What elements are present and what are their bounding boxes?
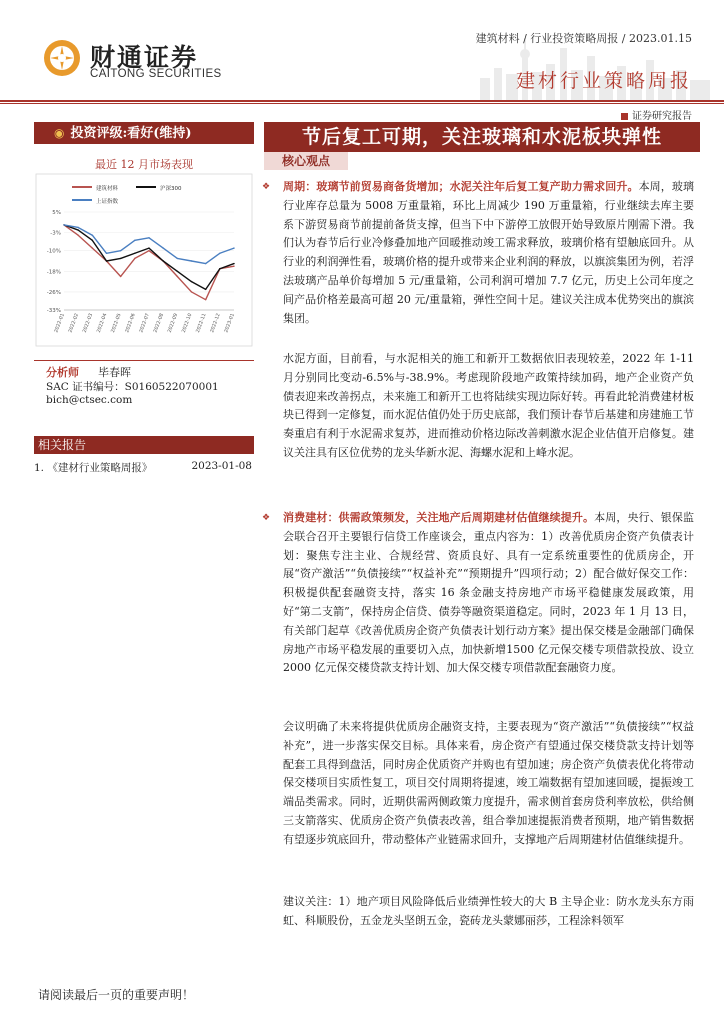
related-reports-title: 相关报告 [34,436,254,454]
series-point [134,258,135,259]
series-point [77,229,78,230]
paragraph-cycle [283,178,694,328]
series-point [219,268,220,269]
x-tick-label: 2022-08 [153,312,166,334]
series-point [63,224,64,225]
headline: 节后复工可期，关注玻璃和水泥板块弹性 [301,126,662,148]
x-tick-label: 2022-12 [210,312,222,334]
analyst-sac-number: SAC 证书编号：S0160522070001 [46,381,219,393]
diamond-bullet-icon: ❖ [262,182,271,192]
related-report-item[interactable] [34,460,252,475]
series-point [233,265,234,266]
header-divider [0,100,724,102]
series-point [92,235,93,236]
series-point [134,253,135,254]
analyst-label: 分析师 [46,366,79,379]
analyst-email[interactable]: bich@ctsec.com [46,394,133,406]
diamond-bullet-icon: ❖ [262,513,271,523]
paragraph-body: 水泥方面，目前看，与水泥相关的施工和新开工数据依旧表现较差，2022 年 1-11 月分别同比变动-6.5%与-38.9%。考虑现阶段地产政策持续加码，地产企业资产负债表迎来改善拐点，未来施工和新开工也将陆续实现边际好转。再看此轮消费建材板块已得到一定修复，而水泥估值仍处于历史底部，我们预计春节后基建和房建施工节奏重启有利于水泥需求复苏，进而推动价格边际改善刺激水泥企业估值开启修复。建议关注具有区位优势的龙头华新水泥、海螺水泥和上峰水泥。 [283,352,694,459]
paragraph-suggestion [283,893,694,931]
series-line [64,225,234,264]
core-viewpoint-tab: 核心观点 [264,152,348,170]
x-tick-label: 2022-10 [181,312,194,334]
series-point [177,258,178,259]
series-point [205,299,206,300]
square-icon [621,113,628,120]
legend-label: 建筑材料 [96,186,119,192]
series-point [77,235,78,236]
series-point [148,247,149,248]
series-title: 建材行业策略周报 [515,70,692,92]
paragraph-body: 会议明确了未来将提供优质房企融资支持，主要表现为“资产激活”“负债接续”“权益补充”，进一步落实保交目标。具体来看，房企资产有望通过保交楼贷款支持计划等配套工具得到盘活，同时房企优质资产并购也有望加速；房企资产负债表优化将带动保交楼项目实质性复工，项目交付周期将提速，竣工端数据有望加速回暖，提振竣工端品类需求。同时，近期供需两侧政策力度提升，需求侧首套房贷利率放松，供给侧三支箭落实、优质房企资产负债表改善，组合拳加速提振消费者预期，地产销售数据有望逐步筑底回升，带动整体产业链需求回升，支撑地产后周期建材估值继续提升。 [283,720,694,846]
x-tick-label: 2022-02 [68,312,81,334]
series-point [191,291,192,292]
legend-label: 沪深300 [160,186,182,192]
x-tick-label: 2022-09 [167,312,180,334]
y-tick-label: -3% [50,230,61,237]
series-point [205,263,206,264]
report-type-tag [621,107,692,122]
series-point [120,258,121,259]
investment-rating-bar [34,122,254,144]
market-performance-chart [34,172,254,348]
report-type-label: 证券研究报告 [632,111,692,122]
series-point [134,240,135,241]
series-line [64,225,234,289]
y-tick-label: -10% [46,248,61,255]
series-point [205,289,206,290]
analyst-name: 毕春晖 [98,366,131,379]
related-report-title: 1. 《建材行业策略周报》 [34,462,153,474]
series-point [106,260,107,261]
paragraph-body: 本周，玻璃行业库存总量为 5008 万重量箱，环比上周减少 190 万重量箱，行业继续去库主要系下游贸易商节前提前备货支撑，但当下中下游停工放假开始导致原片刚需下滑。我们认为春节后行业冷修叠加地产回暖推动竣工需求释放，玻璃价格有望触底回升。从行业的利润弹性看，玻璃价格的提升或带来企业利润的释放，以旗滨集团为例，若浮法玻璃产品单价每增加 5 元/重量箱，公司利润可增加 7.7 亿元，历史上公司年度之间产品价格差最高可超 20 元/重量箱，弹性空间十足。建议关注成本优势突出的旗滨集团。 [283,180,695,325]
series-point [177,271,178,272]
y-tick-label: -18% [46,269,61,276]
y-tick-label: 5% [52,210,61,216]
series-point [148,250,149,251]
legend-label: 上证指数 [96,199,119,205]
series-point [162,247,163,248]
series-point [120,276,121,277]
paragraph-lead: 周期：玻璃节前贸易商备货增加；水泥关注年后复工复产助力需求回升。 [283,180,639,193]
y-tick-label: -33% [46,308,61,314]
series-point [92,240,93,241]
series-point [191,281,192,282]
series-point [120,250,121,251]
series-point [219,253,220,254]
x-tick-label: 2023-01 [224,312,236,334]
paragraph-lead: 消费建材：供需政策频发，关注地产后周期建材估值继续提升。 [283,511,595,524]
x-tick-label: 2022-04 [96,312,109,334]
paragraph-body: 建议关注：1）地产项目风险降低后业绩弹性较大的大 B 主导企业：防水龙头东方雨虹、科顺股份，五金龙头坚朗五金，瓷砖龙头蒙娜丽莎，工程涂料领军 [283,895,694,927]
x-tick-label: 2022-11 [195,312,208,334]
analyst-divider [34,360,254,361]
chart-caption: 最近 12 月市场表现 [95,158,193,171]
report-meta: 建筑材料 / 行业投资策略周报 / 2023.01.15 [475,32,692,45]
x-tick-label: 2022-06 [125,312,137,334]
brand-name-en: CAITONG SECURITIES [90,68,222,80]
paragraph-body: 本周，央行、银保监会联合召开主要银行信贷工作座谈会，重点内容为：1）改善优质房企资产负债表计划：聚焦专注主业、合规经营、资质良好、具有一定系统重要性的优质房企，开展“资产激活”“负债接续”“权益补充”“预期提升”四项行动；2）配合做好保交工作：积极提供配套融资支持，落实 16 条金融支持房地产市场平稳健康发展政策，用好“第二支箭”，保持房企信贷、债券等融资渠道稳定。同时，2023 年 1 月 13 日，有关部门起草《改善优质房企资产负债表计划行动方案》提出保交楼是金融部门确保房地产市场平稳发展的重要切入点，加快新增1500 亿元保交楼专项借款投放、设立 2000 亿元保交楼贷款支持计划、加大保交楼专项借款配套融资力度。 [283,511,694,675]
paragraph-meeting [283,718,694,850]
series-point [162,260,163,261]
series-point [177,276,178,277]
paragraph-consumer-materials [283,509,694,678]
shield-icon: ◉ [54,126,65,140]
paragraph-cement [283,350,694,463]
investment-rating-label: 投资评级:看好(维持) [70,126,192,141]
series-point [92,247,93,248]
series-point [106,253,107,254]
series-point [148,237,149,238]
header-divider-thin [0,103,724,104]
caitong-logo-icon [42,38,82,78]
series-point [77,227,78,228]
y-tick-label: -26% [46,289,61,296]
x-tick-label: 2022-05 [110,312,123,334]
x-tick-label: 2022-01 [54,312,66,334]
related-report-date: 2023-01-08 [191,460,252,472]
series-point [191,260,192,261]
footer-notice: 请阅读最后一页的重要声明！ [38,988,195,1002]
series-point [233,263,234,264]
brand-name-cn: 财通证券 [90,43,199,72]
x-tick-label: 2022-07 [139,312,151,334]
series-point [233,247,234,248]
x-tick-label: 2022-03 [82,312,95,334]
